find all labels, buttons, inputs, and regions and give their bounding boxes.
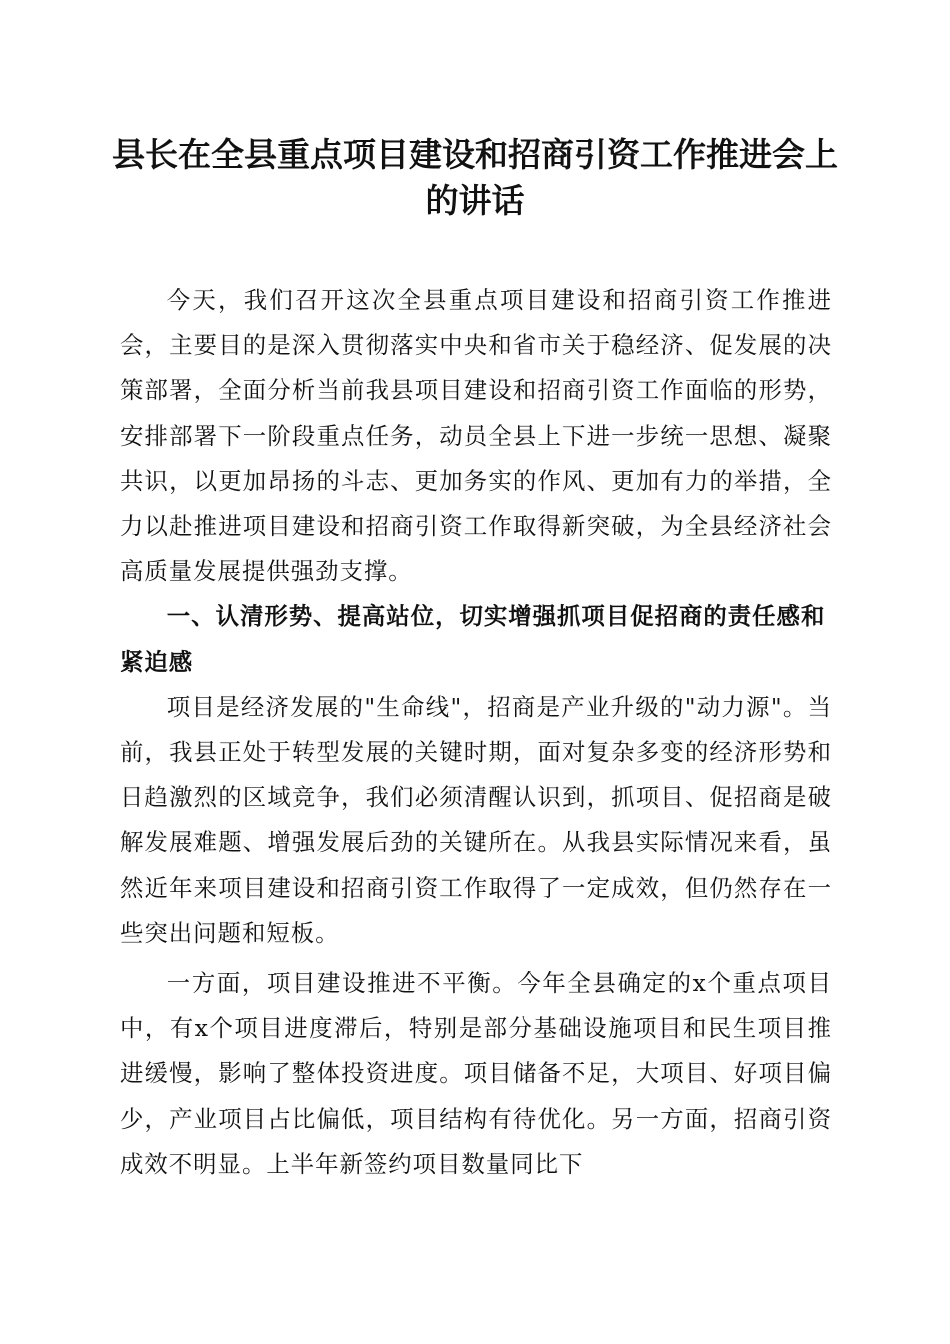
section-heading-1: 一、认清形势、提高站位，切实增强抓项目促招商的责任感和紧迫感	[120, 602, 826, 676]
section-1-paragraph-2: 一方面，项目建设推进不平衡。今年全县确定的x个重点项目中，有x个项目进度滞后，特别是部分基础设施项目和民生项目推进缓慢，影响了整体投资进度。项目储备不足，大项目、好项目偏少，产业项目占比偏低，项目结构有待优化。另一方面，招商引资成效不明显。上半年新签约项目数量同比下	[120, 969, 832, 1178]
document-body	[120, 278, 832, 1187]
intro-paragraph: 今天，我们召开这次全县重点项目建设和招商引资工作推进会，主要目的是深入贯彻落实中央和省市关于稳经济、促发展的决策部署，全面分析当前我县项目建设和招商引资工作面临的形势，安排部署下一阶段重点任务，动员全县上下进一步统一思想、凝聚共识，以更加昂扬的斗志、更加务实的作风、更加有力的举措，全力以赴推进项目建设和招商引资工作取得新突破，为全县经济社会高质量发展提供强劲支撑。	[120, 286, 832, 586]
document-title: 县长在全县重点项目建设和招商引资工作推进会上的讲话	[112, 135, 838, 220]
section-1-paragraph-1: 项目是经济发展的"生命线"，招商是产业升级的"动力源"。当前，我县正处于转型发展的关键时期，面对复杂多变的经济形势和日趋激烈的区域竞争，我们必须清醒认识到，抓项目、促招商是破解发展难题、增强发展后劲的关键所在。从我县实际情况来看，虽然近年来项目建设和招商引资工作取得了一定成效，但仍然存在一些突出问题和短板。	[120, 692, 832, 947]
